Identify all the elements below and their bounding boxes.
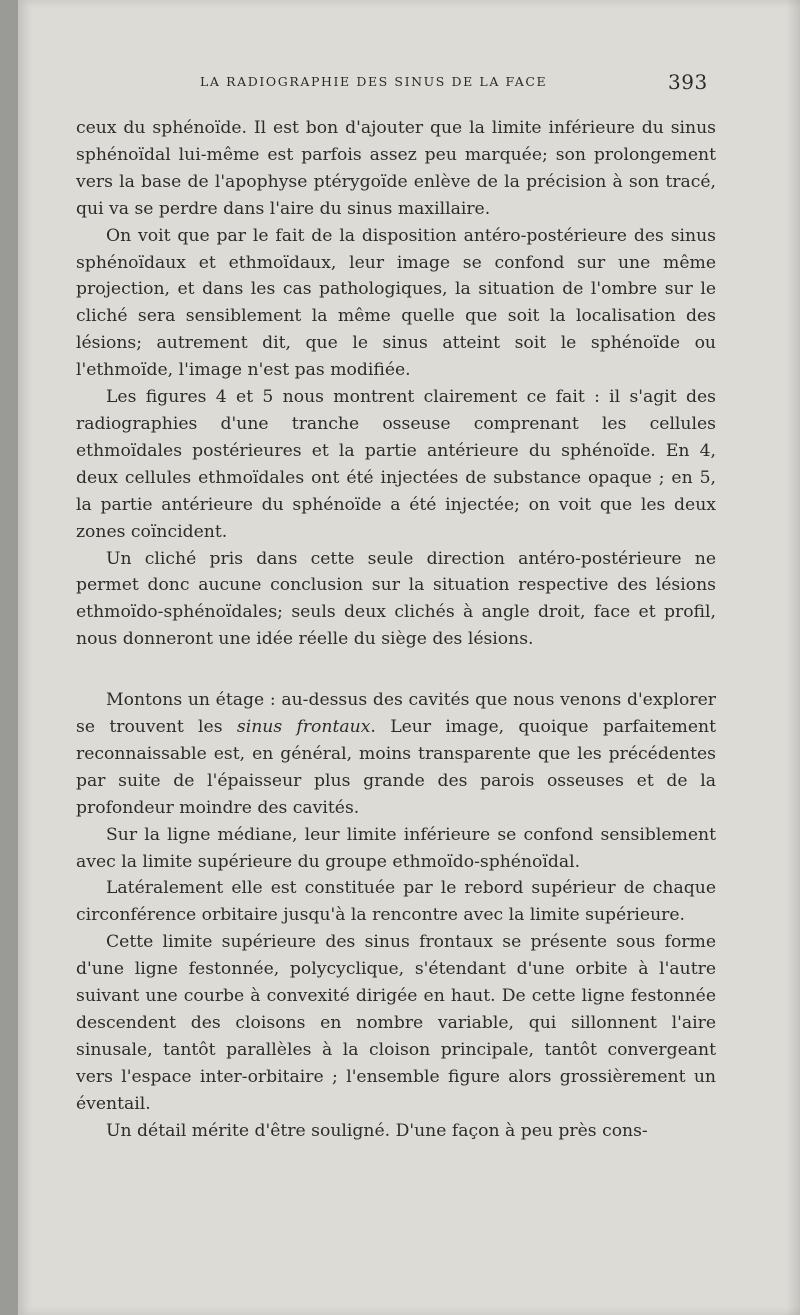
paragraph-text: . Leur image, quoique parfaitement reconnaissable est, en général, moins transparente que les précédentes par suite de l'épaisseur plus grande des parois osseuses et de la profondeur moindre des cavités. bbox=[76, 717, 716, 818]
body-text bbox=[76, 115, 716, 1145]
italic-term: sinus frontaux bbox=[236, 717, 371, 738]
paragraph: Sur la ligne médiane, leur limite inférieure se confond sensiblement avec la limite supérieure du groupe ethmoïdo-sphénoïdal. bbox=[76, 824, 716, 872]
book-page bbox=[18, 0, 800, 1315]
running-head bbox=[18, 72, 800, 94]
paragraph-continuation: ceux du sphénoïde. Il est bon d'ajouter que la limite inférieure du sinus sphénoïdal lui-même est parfois assez peu marquée; son prolongement vers la base de l'apophyse ptérygoïde enlève de la précision à son tracé, qui va se perdre dans l'aire du sinus maxillaire. bbox=[76, 118, 716, 219]
paragraph: Un détail mérite d'être souligné. D'une façon à peu près cons- bbox=[106, 1120, 648, 1141]
paragraph: Latéralement elle est constituée par le rebord supérieur de chaque circonférence orbitaire jusqu'à la rencontre avec la limite supérieure. bbox=[76, 878, 716, 926]
paragraph: On voit que par le fait de la disposition antéro-postérieure des sinus sphénoïdaux et ethmoïdaux, leur image se confond sur une même projection, et dans les cas pathologiques, la situation de l'ombre sur le cliché sera sensiblement la même quelle que soit la localisation des lésions; autrement dit, que le sinus atteint soit le sphénoïde ou l'ethmoïde, l'image n'est pas modifiée. bbox=[76, 225, 716, 381]
paragraph-text: Montons un étage : au-dessus des cavités que nous venons d'explorer se trouvent les bbox=[76, 690, 716, 738]
running-title: LA RADIOGRAPHIE DES SINUS DE LA FACE bbox=[200, 74, 548, 89]
page-number: 393 bbox=[668, 70, 708, 94]
paragraph: Les figures 4 et 5 nous montrent clairement ce fait : il s'agit des radiographies d'une tranche osseuse comprenant les cellules ethmoïdales postérieures et la partie antérieure du sphénoïde. En 4, deux cellules ethmoïdales ont été injectées de substance opaque ; en 5, la partie antérieure du sphénoïde a été injectée; on voit que les deux zones coïncident. bbox=[76, 387, 716, 542]
paragraph: Un cliché pris dans cette seule direction antéro-postérieure ne permet donc aucune conclusion sur la situation respective des lésions ethmoïdo-sphénoïdales; seuls deux clichés à angle droit, face et profil, nous donneront une idée réelle du siège des lésions. bbox=[76, 548, 716, 650]
section-break bbox=[76, 653, 716, 687]
paragraph bbox=[76, 687, 716, 822]
paragraph: Cette limite supérieure des sinus frontaux se présente sous forme d'une ligne festonnée, polycyclique, s'étendant d'une orbite à l'autre suivant une courbe à convexité dirigée en haut. De cette ligne festonnée descendent des cloisons en nombre variable, qui sillonnent l'aire sinusale, tantôt parallèles à la cloison principale, tantôt convergeant vers l'espace inter-orbitaire ; l'ensemble figure alors grossièrement un éventail. bbox=[76, 932, 716, 1114]
